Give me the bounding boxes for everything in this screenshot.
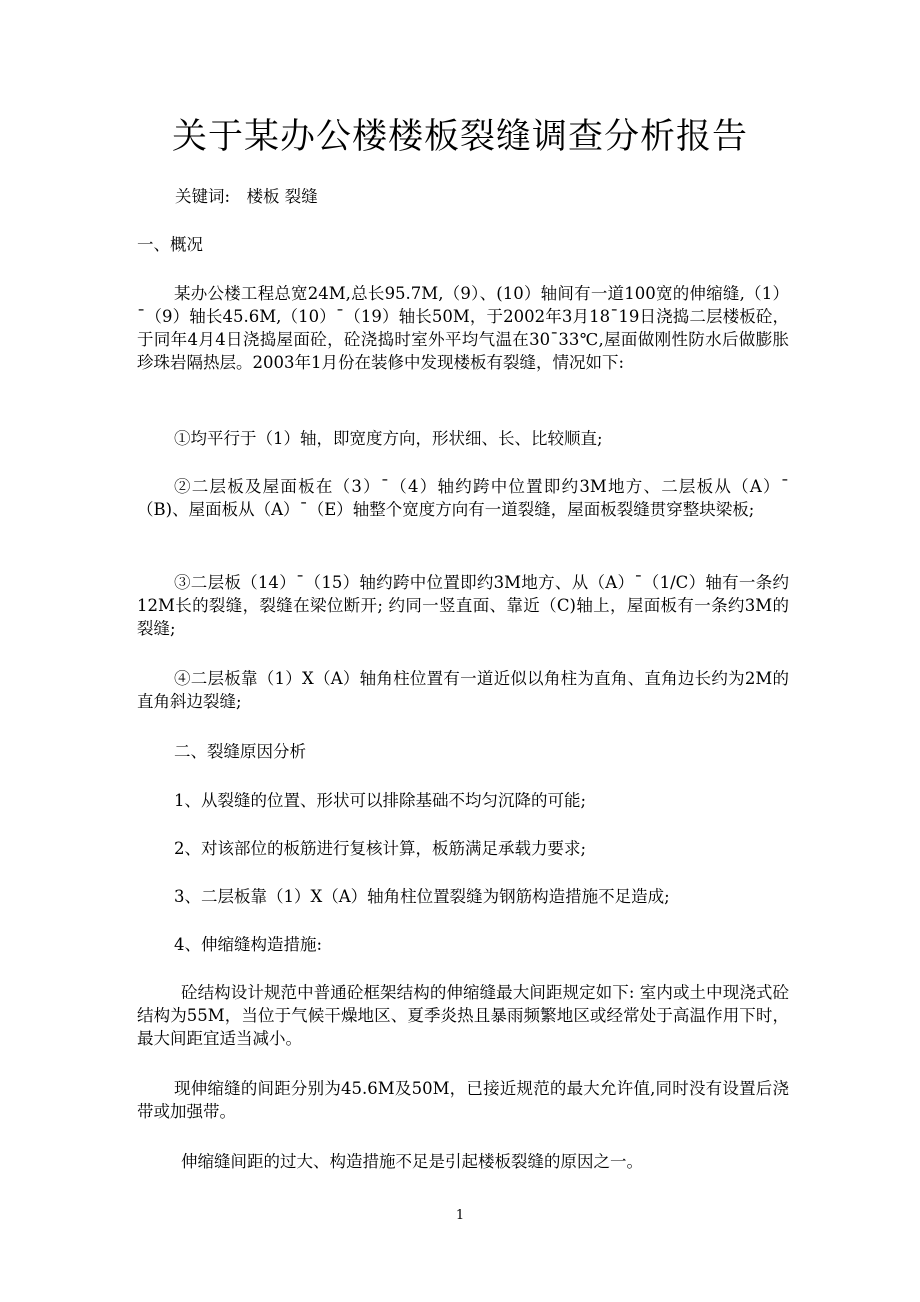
current-status-paragraph: 现伸缩缝的间距分别为45.6M及50M，已接近规范的最大允许值,同时没有设置后浇带或加强带。 (137, 1079, 789, 1121)
overview-paragraph: 某办公楼工程总宽24M,总长95.7M,（9）、(10）轴间有一道100宽的伸缩缝,（1）¯（9）轴长45.6M,（10）¯（19）轴长50M，于2002年3月18¯19日浇捣二层楼板砼，于同年4月4日浇捣屋面砼，砼浇捣时室外平均气温在30¯33℃,屋面做刚性防水后做膨胀珍珠岩隔热层。2003年1月份在装修中发现楼板有裂缝，情况如下: (137, 284, 789, 372)
finding-item-4: ④二层板靠（1）X（A）轴角柱位置有一道近似以角柱为直角、直角边长约为2M的直角斜边裂缝; (137, 669, 789, 711)
analysis-item-1: 1、从裂缝的位置、形状可以排除基础不均匀沉降的可能; (174, 791, 587, 810)
analysis-item-2: 2、对该部位的板筋进行复核计算，板筋满足承载力要求; (174, 839, 587, 858)
analysis-item-3: 3、二层板靠（1）X（A）轴角柱位置裂缝为钢筋构造措施不足造成; (174, 887, 670, 906)
keywords-line: 关键词: 楼板 裂缝 (175, 187, 318, 206)
finding-item-3: ③二层板（14）¯（15）轴约跨中位置即约3M地方、从（A）¯（1/C）轴有一条约12M长的裂缝，裂缝在梁位断开; 约同一竖直面、靠近（C)轴上，屋面板有一条约3M的裂缝; (137, 573, 789, 638)
document-title: 关于某办公楼楼板裂缝调查分析报告 (171, 117, 748, 157)
analysis-item-4: 4、伸缩缝构造措施: (174, 935, 323, 954)
section-heading-analysis: 二、裂缝原因分析 (174, 742, 306, 761)
page-number: 1 (455, 1208, 465, 1223)
section-heading-overview: 一、概况 (137, 235, 203, 254)
finding-item-2: ②二层板及屋面板在（3）¯（4）轴约跨中位置即约3M地方、二层板从（A）¯（B)、屋面板从（A）¯（E）轴整个宽度方向有一道裂缝，屋面板裂缝贯穿整块梁板; (137, 477, 789, 519)
finding-item-1: ①均平行于（1）轴，即宽度方向，形状细、长、比较顺直; (174, 429, 603, 448)
conclusion-paragraph: 伸缩缝间距的过大、构造措施不足是引起楼板裂缝的原因之一。 (181, 1152, 643, 1171)
spec-paragraph: 砼结构设计规范中普通砼框架结构的伸缩缝最大间距规定如下: 室内或土中现浇式砼结构为55M，当位于气候干燥地区、夏季炎热且暴雨频繁地区或经常处于高温作用下时，最大间距宜适当减小。 (137, 983, 789, 1048)
